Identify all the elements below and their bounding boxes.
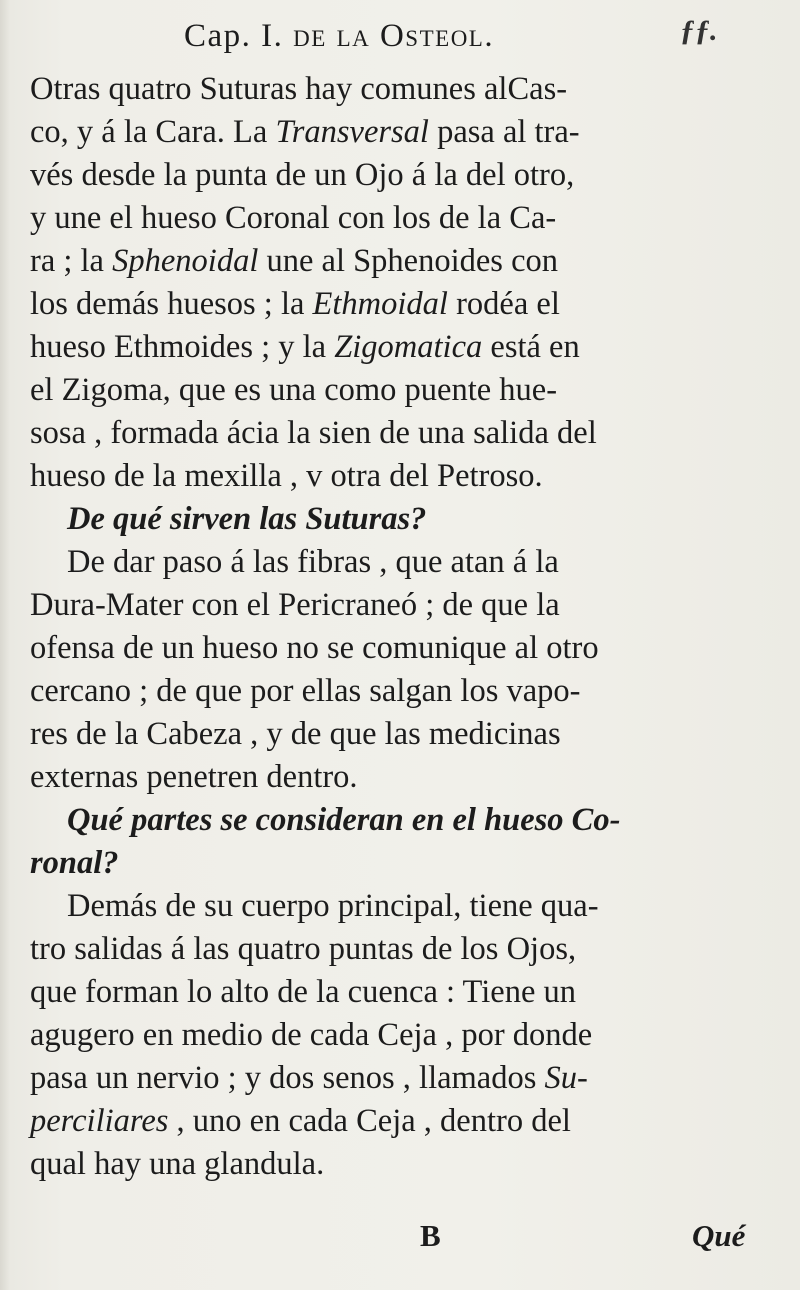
text-line: cercano ; de que por ellas salgan los vapo-	[30, 673, 581, 709]
catchword: Qué	[692, 1218, 746, 1253]
text-line: perciliares , uno en cada Ceja , dentro del	[30, 1103, 571, 1139]
text-line: y une el hueso Coronal con los de la Ca-	[30, 200, 557, 236]
question-heading-continued: ronal?	[30, 845, 119, 881]
question-heading: De qué sirven las Suturas?	[67, 501, 427, 537]
text-line: qual hay una glandula.	[30, 1146, 325, 1182]
text-line: hueso Ethmoides ; y la Zigomatica está en	[30, 329, 580, 365]
text-line: Otras quatro Suturas hay comunes alCas-	[30, 71, 568, 107]
text-line: co, y á la Cara. La Transversal pasa al tra-	[30, 114, 580, 150]
text-line: sosa , formada ácia la sien de una salida del	[30, 415, 597, 451]
binding-shadow	[0, 0, 10, 1290]
section-label: de la Osteol.	[293, 18, 495, 54]
text-line: Dura-Mater con el Pericraneó ; de que la	[30, 587, 560, 623]
text-line: que forman lo alto de la cuenca : Tiene un	[30, 974, 577, 1010]
chapter-label: Cap. I.	[184, 18, 284, 54]
page-footer	[0, 1218, 800, 1268]
signature-mark: B	[420, 1218, 441, 1253]
running-head	[184, 18, 494, 55]
text-line: los demás huesos ; la Ethmoidal rodéa el	[30, 286, 560, 322]
text-line: ofensa de un hueso no se comunique al otro	[30, 630, 599, 666]
folio-mark: ƒƒ.	[680, 14, 718, 47]
text-line: vés desde la punta de un Ojo á la del otro,	[30, 157, 575, 193]
text-line: ra ; la Sphenoidal une al Sphenoides con	[30, 243, 559, 279]
text-line: el Zigoma, que es una como puente hue-	[30, 372, 558, 408]
text-line: agugero en medio de cada Ceja , por donde	[30, 1017, 593, 1053]
text-line: De dar paso á las fibras , que atan á la	[67, 544, 559, 580]
text-line: hueso de la mexilla , v otra del Petroso.	[30, 458, 543, 494]
body-text	[30, 68, 770, 1186]
text-line: res de la Cabeza , y de que las medicinas	[30, 716, 561, 752]
text-line: tro salidas á las quatro puntas de los Ojos,	[30, 931, 577, 967]
text-line: pasa un nervio ; y dos senos , llamados Su-	[30, 1060, 588, 1096]
question-heading: Qué partes se consideran en el hueso Co-	[67, 802, 621, 838]
text-line: Demás de su cuerpo principal, tiene qua-	[67, 888, 599, 924]
text-line: externas penetren dentro.	[30, 759, 358, 795]
